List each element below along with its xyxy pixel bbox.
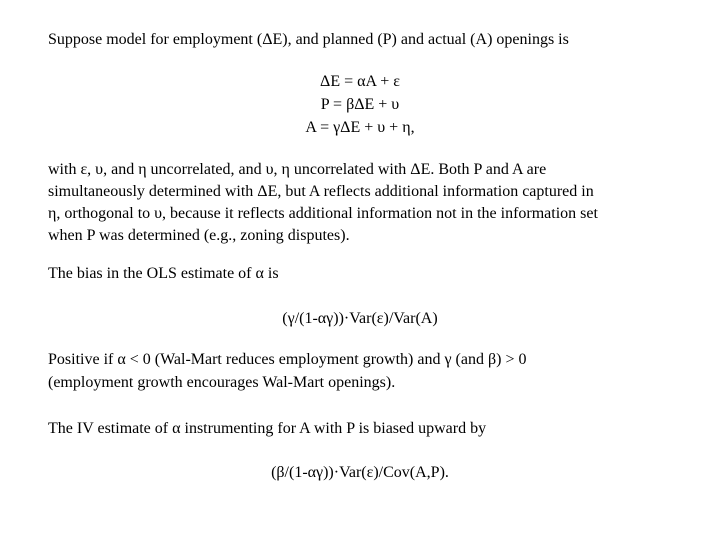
ols-bias-formula: (γ/(1-αγ))·Var(ε)/Var(A) <box>282 310 438 327</box>
equation-planned: P = βΔE + υ <box>320 96 400 113</box>
ols-bias-sentence: The bias in the OLS estimate of α is <box>48 265 279 282</box>
equation-actual: A = γΔE + υ + η, <box>305 119 415 136</box>
paragraph-line: when P was determined (e.g., zoning disputes). <box>48 227 350 244</box>
sign-condition-line: (employment growth encourages Wal-Mart openings). <box>48 374 396 391</box>
paragraph-line: simultaneously determined with ΔE, but A reflects additional information captured in <box>48 183 594 200</box>
paragraph-line: η, orthogonal to υ, because it reflects additional information not in the information set <box>48 205 598 222</box>
iv-bias-sentence: The IV estimate of α instrumenting for A with P is biased upward by <box>48 420 487 437</box>
paragraph-line: with ε, υ, and η uncorrelated, and υ, η uncorrelated with ΔE. Both P and A are <box>48 161 547 178</box>
intro-sentence: Suppose model for employment (ΔE), and planned (P) and actual (A) openings is <box>48 31 569 48</box>
sign-condition-line: Positive if α < 0 (Wal-Mart reduces employment growth) and γ (and β) > 0 <box>48 351 527 368</box>
equation-employment: ΔE = αA + ε <box>320 73 400 90</box>
iv-bias-formula: (β/(1-αγ))·Var(ε)/Cov(A,P). <box>271 464 449 481</box>
